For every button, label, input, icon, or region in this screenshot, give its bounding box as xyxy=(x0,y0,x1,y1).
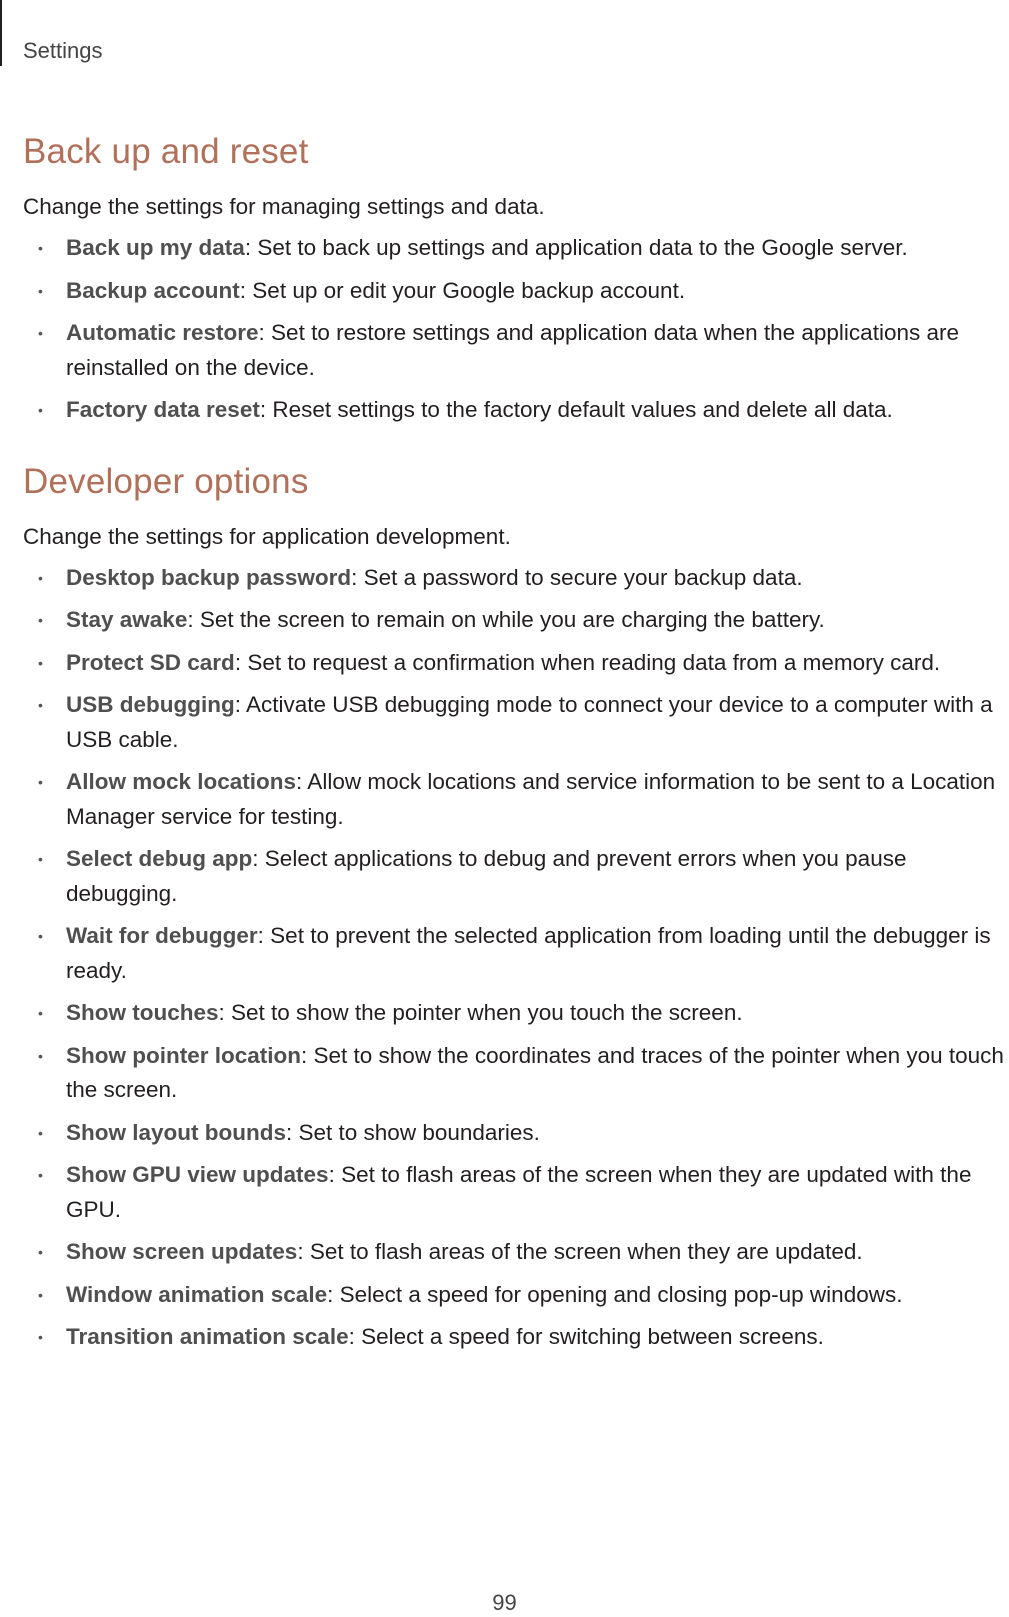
option-description: : Select a speed for switching between screens. xyxy=(348,1324,824,1349)
running-header: Settings xyxy=(23,38,103,63)
bullet-icon: • xyxy=(38,240,43,256)
option-description: : Set to show the pointer when you touch the screen. xyxy=(218,1000,743,1025)
page-edge-rule xyxy=(0,0,2,66)
page-content xyxy=(23,128,1009,1363)
bullet-icon: • xyxy=(38,1244,43,1260)
list-item xyxy=(23,1278,1009,1313)
option-term: Show pointer location xyxy=(66,1042,301,1068)
option-term: Wait for debugger xyxy=(66,923,258,948)
option-description: : Set a password to secure your backup data. xyxy=(351,564,803,590)
list-item xyxy=(23,393,1009,428)
list-item xyxy=(23,603,1009,638)
option-term: Transition animation scale xyxy=(66,1324,349,1349)
bullet-icon: • xyxy=(38,1329,43,1345)
option-description: : Set to back up settings and application data to the Google server. xyxy=(244,235,908,260)
bullet-icon: • xyxy=(38,569,43,586)
option-term: Show touches xyxy=(66,1000,219,1025)
list-item xyxy=(23,1320,1009,1355)
option-list xyxy=(23,561,1009,1355)
page-number: 99 xyxy=(492,1590,517,1615)
option-term: Backup account xyxy=(66,277,240,303)
option-term: Desktop backup password xyxy=(66,564,352,590)
option-description: : Activate USB debugging mode to connect your device to a computer with a USB cable. xyxy=(66,692,993,752)
list-item xyxy=(23,274,1009,309)
bullet-icon: • xyxy=(38,325,43,341)
option-term: Protect SD card xyxy=(66,649,235,675)
list-item xyxy=(23,996,1009,1031)
option-description: : Set to flash areas of the screen when they are updated. xyxy=(297,1239,863,1264)
list-item xyxy=(23,561,1009,596)
option-description: : Reset settings to the factory default values and delete all data. xyxy=(259,397,893,422)
bullet-icon: • xyxy=(38,1047,43,1064)
list-item xyxy=(23,1235,1009,1270)
option-description: : Select applications to debug and prevent errors when you pause debugging. xyxy=(66,846,907,906)
option-description: : Set to restore settings and application data when the applications are reinstalled on the device. xyxy=(66,320,959,380)
option-term: Allow mock locations xyxy=(66,769,297,794)
option-term: Show GPU view updates xyxy=(66,1162,329,1187)
list-item xyxy=(23,1116,1009,1151)
option-description: : Select a speed for opening and closing pop-up windows. xyxy=(327,1281,903,1307)
section-intro: Change the settings for managing settings and data. xyxy=(23,194,545,219)
option-description: : Set to request a confirmation when reading data from a memory card. xyxy=(234,649,941,675)
bullet-icon: • xyxy=(38,1124,43,1141)
list-item xyxy=(23,765,1009,834)
option-description: : Set to show boundaries. xyxy=(286,1119,540,1145)
option-description: : Set the screen to remain on while you are charging the battery. xyxy=(187,607,825,632)
section-intro: Change the settings for application development. xyxy=(23,523,511,549)
bullet-icon: • xyxy=(38,697,43,713)
option-term: Select debug app xyxy=(66,846,253,871)
bullet-icon: • xyxy=(38,851,43,867)
option-term: Show layout bounds xyxy=(66,1119,286,1145)
section-title: Developer options xyxy=(23,461,309,501)
list-item xyxy=(23,1158,1009,1227)
list-item xyxy=(23,316,1009,385)
bullet-icon: • xyxy=(38,612,43,628)
list-item xyxy=(23,1039,1009,1108)
bullet-icon: • xyxy=(38,402,43,418)
list-item xyxy=(23,688,1009,757)
option-description: : Set to show the coordinates and traces of the pointer when you touch the screen. xyxy=(66,1042,1004,1102)
section-developer-options xyxy=(23,458,1009,1355)
option-description: : Set to flash areas of the screen when they are updated with the GPU. xyxy=(66,1162,972,1222)
option-term: Automatic restore xyxy=(66,320,259,345)
bullet-icon: • xyxy=(38,774,43,790)
option-term: USB debugging xyxy=(66,692,235,717)
bullet-icon: • xyxy=(38,282,43,299)
bullet-icon: • xyxy=(38,1286,43,1303)
bullet-icon: • xyxy=(38,928,43,944)
option-description: : Set to prevent the selected application from loading until the debugger is ready. xyxy=(66,923,991,983)
option-term: Show screen updates xyxy=(66,1239,298,1264)
option-list xyxy=(23,231,1009,428)
option-description: : Allow mock locations and service information to be sent to a Location Manager service for testing. xyxy=(66,769,996,829)
option-description: : Set up or edit your Google backup account. xyxy=(239,277,686,303)
section-title: Back up and reset xyxy=(23,132,309,171)
option-term: Stay awake xyxy=(66,607,188,632)
option-term: Window animation scale xyxy=(66,1281,328,1307)
bullet-icon: • xyxy=(38,1005,43,1021)
option-term: Back up my data xyxy=(66,235,245,260)
option-term: Factory data reset xyxy=(66,397,260,422)
list-item xyxy=(23,231,1009,266)
list-item xyxy=(23,919,1009,988)
bullet-icon: • xyxy=(38,654,43,671)
list-item xyxy=(23,842,1009,911)
list-item xyxy=(23,646,1009,681)
bullet-icon: • xyxy=(38,1167,43,1183)
section-back-up-and-reset xyxy=(23,128,1009,428)
